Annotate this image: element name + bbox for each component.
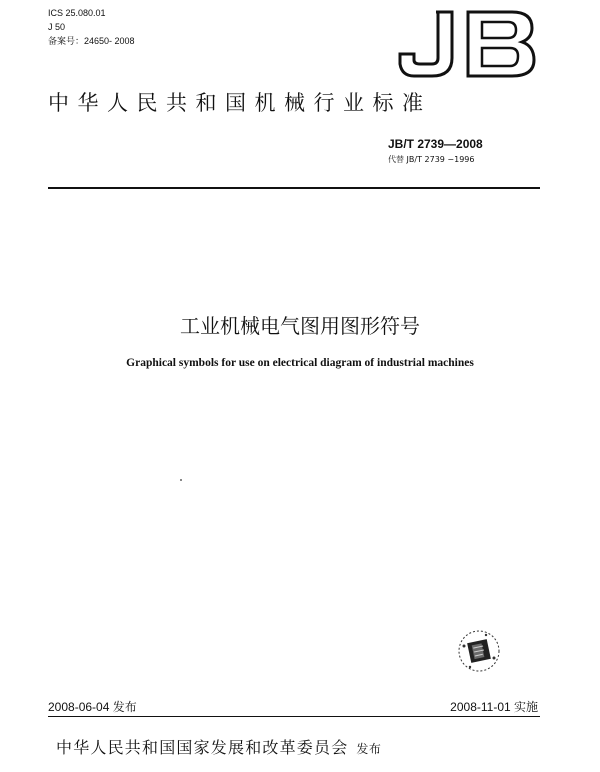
publisher-seal-icon [456,628,502,674]
publisher-suffix: 发布 [356,742,382,756]
top-divider [48,187,540,189]
ics-code: ICS 25.080.01 [48,8,106,18]
publisher-line [56,735,381,758]
replaces-standard: 代替 JB/T 2739 −1996 [388,155,475,164]
document-title-english: Graphical symbols for use on electrical diagram of industrial machines [126,357,474,369]
issue-date: 2008-06-04 发布 [48,700,137,714]
classification-code: J 50 [48,22,66,32]
scan-speck [180,479,182,481]
jb-logo-letter-j [400,12,452,76]
publisher-name: 中华人民共和国国家发展和改革委员会 [56,738,349,757]
jb-logo [396,8,538,80]
filing-number: 备案号：24650- 2008 [48,36,135,46]
effective-date: 2008-11-01 实施 [450,700,538,714]
document-title-chinese: 工业机械电气图用图形符号 [180,314,420,338]
standard-type-title: 中华人民共和国机械行业标准 [48,91,432,115]
standard-code: JB/T 2739—2008 [388,137,483,151]
bottom-divider [48,716,540,717]
